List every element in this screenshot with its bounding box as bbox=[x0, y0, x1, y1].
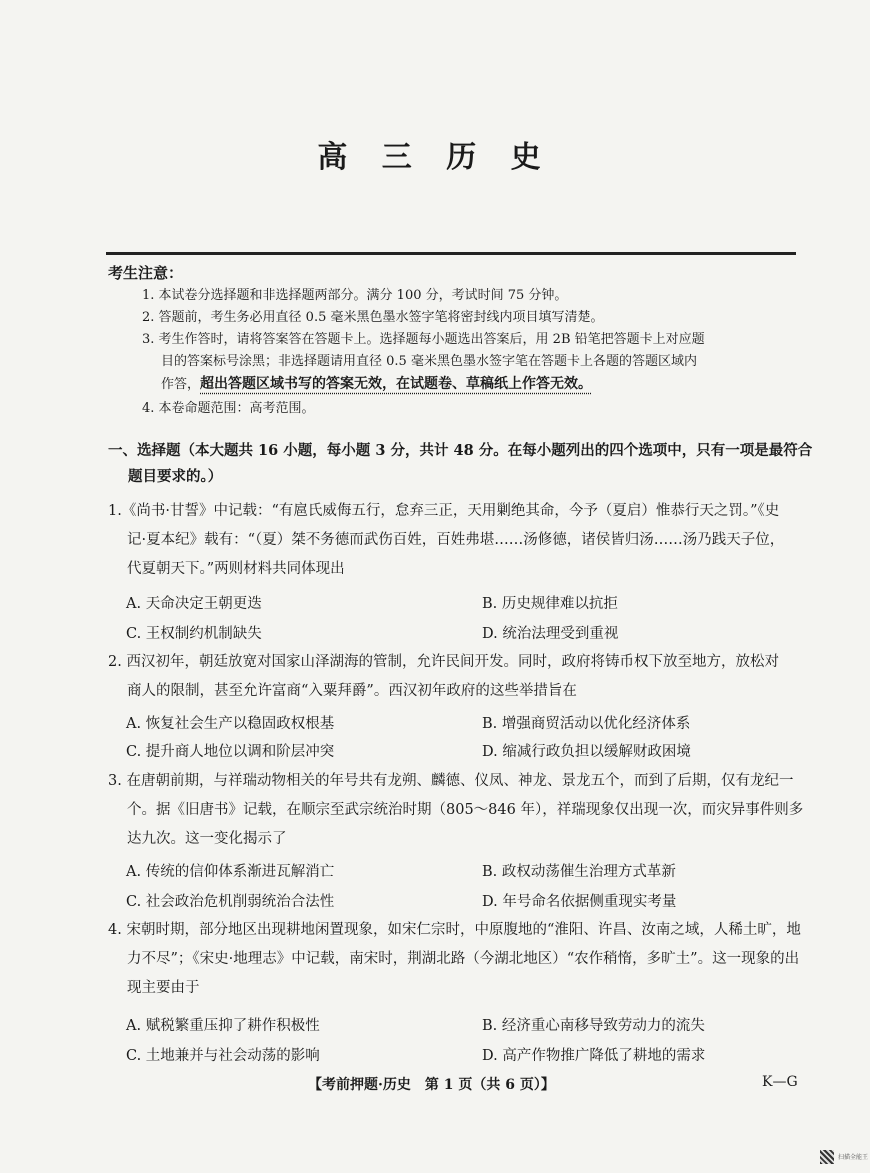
notice-item-3-end bbox=[161, 373, 592, 396]
notice-item-2: 2. 答题前，考生务必用直径 0.5 毫米黑色墨水签字笔将密封线内项目填写清楚。 bbox=[142, 310, 604, 325]
question-2-option-c[interactable]: C. 提升商人地位以调和阶层冲突 bbox=[126, 744, 335, 760]
page-title: 高 三 历 史 bbox=[317, 140, 553, 175]
question-3-option-b[interactable]: B. 政权动荡催生治理方式革新 bbox=[482, 864, 676, 880]
section-heading: 一、选择题（本大题共 16 小题，每小题 3 分，共计 48 分。在每小题列出的四个选项中，只有一项是最符合 bbox=[108, 442, 813, 459]
notice-item-4: 4. 本卷命题范围：高考范围。 bbox=[142, 401, 315, 416]
notice-item-3: 3. 考生作答时，请将答案答在答题卡上。选择题每小题选出答案后，用 2B 铅笔把答题卡上对应题 bbox=[142, 332, 705, 347]
question-4-line-2: 力不尽”；《宋史·地理志》中记载，南宋时，荆湖北路（今湖北地区）“农作稍惰，多旷土”。这一现象的出 bbox=[127, 951, 800, 967]
question-2-option-d[interactable]: D. 缩减行政负担以缓解财政困境 bbox=[482, 744, 691, 760]
question-3-option-a[interactable]: A. 传统的信仰体系渐进瓦解消亡 bbox=[126, 864, 335, 880]
section-heading-cont: 题目要求的。） bbox=[128, 468, 223, 485]
scanner-watermark: 扫描全能王 bbox=[838, 1154, 869, 1161]
page-footer: 【考前押题·历史 第 1 页（共 6 页）】 bbox=[308, 1077, 555, 1093]
question-1-line-1: 1.《尚书·甘誓》中记载：“有扈氏威侮五行，怠弃三正，天用剿绝其命，今予（夏启）惟恭行天之罚。”《史 bbox=[108, 503, 780, 519]
question-2-option-b[interactable]: B. 增强商贸活动以优化经济体系 bbox=[482, 716, 691, 732]
paper-code: K—G bbox=[762, 1074, 798, 1090]
notice-item-3-cont: 目的答案标号涂黑；非选择题请用直径 0.5 毫米黑色墨水签字笔在答题卡上各题的答题区域内 bbox=[161, 354, 697, 369]
question-1-line-2: 记·夏本纪》载有：“（夏）桀不务德而武伤百姓，百姓弗堪……汤修德，诸侯皆归汤……汤乃践天子位， bbox=[127, 532, 785, 548]
question-4-option-d[interactable]: D. 高产作物推广降低了耕地的需求 bbox=[482, 1048, 706, 1064]
qr-code-icon bbox=[820, 1150, 834, 1164]
question-4 bbox=[108, 916, 808, 1003]
notice-item-1: 1. 本试卷分选择题和非选择题两部分。满分 100 分，考试时间 75 分钟。 bbox=[142, 288, 568, 303]
header-rule bbox=[106, 252, 796, 255]
question-3-option-d[interactable]: D. 年号命名依据侧重现实考量 bbox=[482, 894, 677, 910]
question-1-line-3: 代夏朝天下。”两则材料共同体现出 bbox=[127, 561, 345, 577]
question-3 bbox=[108, 767, 808, 854]
question-4-option-b[interactable]: B. 经济重心南移导致劳动力的流失 bbox=[482, 1018, 705, 1034]
question-4-option-c[interactable]: C. 土地兼并与社会动荡的影响 bbox=[126, 1048, 320, 1064]
question-3-line-3: 达九次。这一变化揭示了 bbox=[127, 831, 287, 847]
question-1-option-a[interactable]: A. 天命决定王朝更迭 bbox=[126, 596, 262, 612]
question-2 bbox=[108, 648, 808, 706]
question-2-option-a[interactable]: A. 恢复社会生产以稳固政权根基 bbox=[126, 716, 335, 732]
question-3-option-c[interactable]: C. 社会政治危机削弱统治合法性 bbox=[126, 894, 335, 910]
notice-heading: 考生注意： bbox=[108, 264, 184, 282]
question-1-option-d[interactable]: D. 统治法理受到重视 bbox=[482, 626, 619, 642]
question-3-line-2: 个。据《旧唐书》记载，在顺宗至武宗统治时期（805～846 年），祥瑞现象仅出现一次，而灾异事件则多 bbox=[127, 802, 804, 818]
question-3-line-1: 3. 在唐朝前期，与祥瑞动物相关的年号共有龙朔、麟德、仪凤、神龙、景龙五个，而到了后期，仅有龙纪一 bbox=[108, 773, 794, 789]
question-4-line-1: 4. 宋朝时期，部分地区出现耕地闲置现象，如宋仁宗时，中原腹地的“淮阳、许昌、汝南之域，人稀土旷，地 bbox=[108, 922, 801, 938]
notice-item-3-emphasis: 超出答题区域书写的答案无效，在试题卷、草稿纸上作答无效。 bbox=[200, 376, 593, 392]
notice-item-3-prefix: 作答， bbox=[161, 377, 201, 392]
question-1 bbox=[108, 497, 808, 584]
question-4-line-3: 现主要由于 bbox=[127, 980, 200, 996]
question-2-line-2: 商人的限制，甚至允许富商“入粟拜爵”。西汉初年政府的这些举措旨在 bbox=[127, 683, 577, 699]
question-1-option-b[interactable]: B. 历史规律难以抗拒 bbox=[482, 596, 618, 612]
question-2-line-1: 2. 西汉初年，朝廷放宽对国家山泽湖海的管制，允许民间开发。同时，政府将铸币权下放至地方，放松对 bbox=[108, 654, 779, 670]
question-1-option-c[interactable]: C. 王权制约机制缺失 bbox=[126, 626, 262, 642]
question-4-option-a[interactable]: A. 赋税繁重压抑了耕作积极性 bbox=[126, 1018, 320, 1034]
